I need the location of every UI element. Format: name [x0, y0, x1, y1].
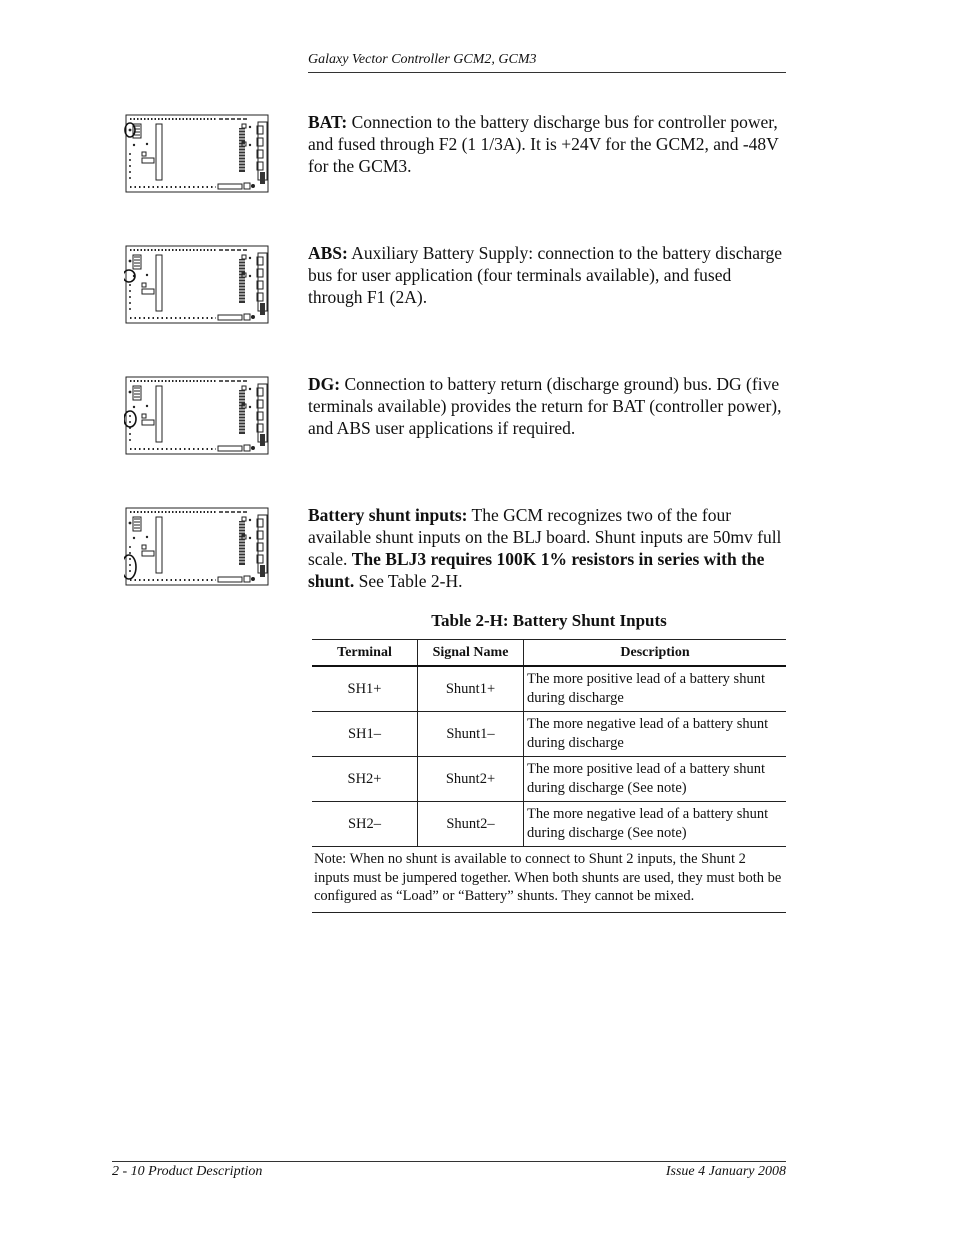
- dg-body: Connection to battery return (discharge ground) bus. DG (five terminals available) provides the return for BAT (controller power), and ABS user applications if required.: [308, 374, 782, 438]
- bat-body: Connection to the battery discharge bus for controller power, and fused through F2 (1 1/3A). It is +24V for the GCM2, and -48V for the GCM3.: [308, 112, 779, 176]
- cell-terminal: SH2–: [312, 802, 418, 847]
- shunt-tail: See Table 2-H.: [354, 571, 463, 591]
- table-row: [312, 666, 786, 712]
- table-note-row: [312, 847, 786, 913]
- table-note: Note: When no shunt is available to connect to Shunt 2 inputs, the Shunt 2 inputs must be jumpered together. When both shunts are used, they must both be configured as “Load” or “Battery” shunts. They cannot be mixed.: [312, 847, 786, 913]
- cell-signal: Shunt1+: [418, 666, 524, 712]
- shunt-body: The GCM recognizes two of the four available shunt inputs on the BLJ board. Shunt inputs are 50mv full scale.: [308, 505, 782, 569]
- col-terminal: Terminal: [312, 640, 418, 667]
- cell-signal: Shunt2–: [418, 802, 524, 847]
- col-signal-name: Signal Name: [418, 640, 524, 667]
- footer-issue: Issue 4 January 2008: [665, 1164, 786, 1179]
- cell-signal: Shunt1–: [418, 712, 524, 757]
- dg-paragraph: [308, 373, 786, 439]
- board-diagram-shunt: [124, 507, 270, 587]
- shunt-paragraph: [308, 504, 786, 592]
- board-diagram-abs: [124, 245, 270, 325]
- board-outline-graphic: [124, 376, 270, 456]
- abs-paragraph: [308, 242, 786, 308]
- abs-body: Auxiliary Battery Supply: connection to the battery discharge bus for user application (four terminals available), and fused through F1 (2A).: [308, 243, 783, 307]
- cell-terminal: SH1+: [312, 666, 418, 712]
- table-header-row: [312, 640, 786, 667]
- dg-term: DG:: [308, 374, 341, 394]
- board-diagram-bat: [124, 114, 270, 194]
- cell-description: The more negative lead of a battery shunt during discharge: [524, 712, 787, 757]
- cell-terminal: SH2+: [312, 757, 418, 802]
- board-outline-graphic: [124, 114, 270, 194]
- running-header: Galaxy Vector Controller GCM2, GCM3: [308, 52, 786, 73]
- board-outline-graphic: [124, 507, 270, 587]
- bat-term: BAT:: [308, 112, 348, 132]
- table-caption: Table 2-H: Battery Shunt Inputs: [431, 611, 667, 630]
- table-row: [312, 802, 786, 847]
- table-row: [312, 757, 786, 802]
- footer-page-label: 2 - 10 Product Description: [112, 1164, 263, 1179]
- col-description: Description: [524, 640, 787, 667]
- page-footer: [112, 1161, 786, 1180]
- cell-description: The more positive lead of a battery shunt during discharge: [524, 666, 787, 712]
- shunt-inputs-table: [312, 639, 786, 913]
- shunt-term: Battery shunt inputs:: [308, 505, 468, 525]
- cell-signal: Shunt2+: [418, 757, 524, 802]
- cell-terminal: SH1–: [312, 712, 418, 757]
- cell-description: The more positive lead of a battery shunt during discharge (See note): [524, 757, 787, 802]
- table-row: [312, 712, 786, 757]
- board-diagram-dg: [124, 376, 270, 456]
- bat-paragraph: [308, 111, 786, 177]
- board-outline-graphic: [124, 245, 270, 325]
- shunt-bold-note: The BLJ3 requires 100K 1% resistors in series with the shunt.: [308, 549, 765, 591]
- abs-term: ABS:: [308, 243, 348, 263]
- cell-description: The more negative lead of a battery shunt during discharge (See note): [524, 802, 787, 847]
